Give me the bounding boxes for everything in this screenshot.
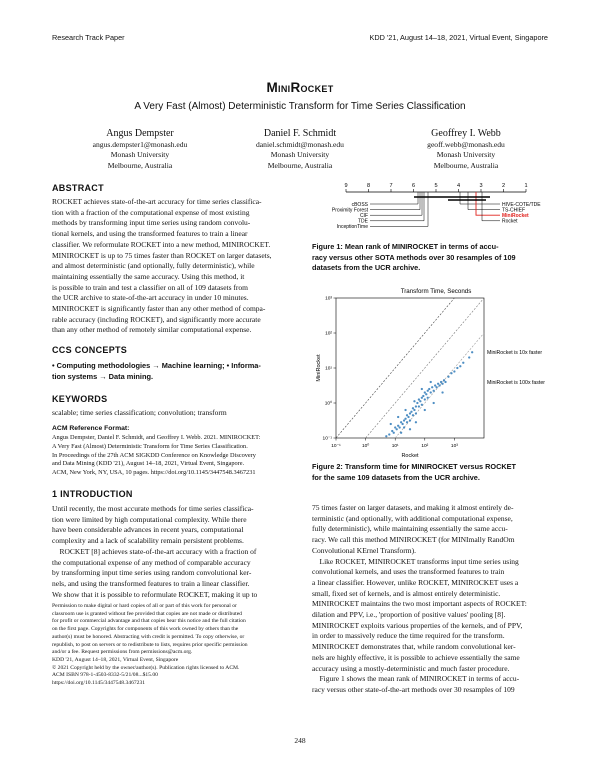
acm-ref-line: In Proceedings of the 27th ACM SIGKDD Conference on Knowledge Discovery: [52, 451, 256, 459]
cd-connector: [370, 192, 418, 204]
author-affiliation: Monash University: [110, 150, 170, 160]
data-point: [421, 404, 423, 406]
y-tick-label: 10³: [325, 296, 332, 302]
data-point: [444, 381, 446, 383]
cd-method-label: MiniRocket: [502, 213, 529, 219]
abstract-line: tion with a fraction of the computational expense of most existing: [52, 207, 250, 217]
reference-line: [366, 298, 484, 438]
cd-connector: [476, 192, 500, 215]
permission-line: and/or a fee. Request permissions from permissions@acm.org.: [52, 649, 193, 656]
x-tick-label: 10³: [450, 444, 458, 449]
data-point: [400, 432, 402, 434]
x-axis-label: Rocket: [401, 453, 419, 459]
data-point: [427, 397, 429, 399]
y-tick-label: 10¹: [325, 366, 332, 372]
data-point: [453, 370, 455, 372]
cd-method-label: HIVE-COTE/TDE: [502, 201, 541, 208]
cd-connector: [468, 192, 500, 210]
running-header-left: Research Track Paper: [52, 33, 125, 42]
data-point: [400, 421, 402, 423]
data-point: [437, 383, 439, 385]
data-point: [415, 405, 417, 407]
body-line: racy. We call this method MINIROCKET (for MINImally RandOm: [312, 535, 515, 545]
author-name: Geoffrey I. Webb: [431, 128, 501, 139]
cd-tick-label: 7: [389, 183, 393, 189]
ccs-line: tion systems → Data mining.: [52, 371, 154, 381]
figure-1-caption: [312, 242, 550, 274]
figure-1-cd-diagram: [310, 178, 550, 238]
data-point: [418, 405, 420, 407]
author-block: [220, 127, 380, 171]
cd-connector: [370, 192, 422, 215]
right-column-text: [312, 503, 550, 696]
abstract-line: rable accuracy (including ROCKET), and significantly more accurate: [52, 314, 261, 324]
permission-line: https://doi.org/10.1145/3447548.3467231: [52, 680, 146, 687]
data-point: [412, 407, 414, 409]
intro-line: nels, and using the transformed features to train a linear classifier.: [52, 578, 250, 588]
abstract-line: classifier. We reformulate ROCKET into a new method, MINIROCKET.: [52, 239, 271, 249]
data-point: [410, 411, 412, 413]
chart-title: Transform Time, Seconds: [400, 288, 472, 295]
keywords-text: scalable; time series classification; convolution; transform: [52, 408, 227, 417]
data-point: [443, 379, 445, 381]
data-point: [396, 428, 398, 430]
data-point: [404, 409, 406, 411]
x-tick-label: 10¹: [391, 444, 399, 449]
body-line: nels are highly effective, it is possible to achieve essentially the same: [312, 652, 520, 662]
x-tick-label: 10⁰: [361, 444, 370, 449]
caption-line: Figure 2: Transform time for MINIROCKET versus ROCKET: [312, 462, 516, 471]
abstract-line: maintaining essentially the same accuracy. Using this method, it: [52, 271, 245, 281]
body-line: racy versus other state-of-the-art methods over 30 resamples of 109: [312, 684, 515, 694]
cd-method-label: InceptionTime: [336, 224, 368, 231]
caption-line: for the same 109 datasets from the UCR archive.: [312, 472, 480, 482]
data-point: [424, 398, 426, 400]
body-line: Like ROCKET, MINIROCKET transforms input time series using: [312, 556, 519, 566]
cd-connector: [460, 192, 500, 204]
body-line: terministic (and optionally, with additional computational expense,: [312, 513, 513, 523]
body-line: 75 times faster on larger datasets, and making it almost entirely de-: [312, 503, 514, 512]
data-point: [468, 356, 470, 358]
x-tick-label: 10⁻¹: [331, 444, 341, 449]
body-line: MINIROCKET maintains the two most important aspects of ROCKET:: [312, 599, 527, 609]
intro-line: have been considerable advances in recent years, computational: [52, 525, 244, 535]
intro-line: We show that it is possible to reformulate ROCKET, making it up to: [52, 589, 258, 599]
intro-text: [52, 504, 288, 600]
author-email: geoff.webb@monash.edu: [427, 140, 505, 149]
data-point: [447, 376, 449, 378]
acm-ref-text: [52, 434, 288, 478]
author-location: Melbourne, Australia: [433, 160, 499, 170]
data-point: [433, 402, 435, 404]
acm-ref-line: ACM, New York, NY, USA, 10 pages. https://doi.org/10.1145/3447548.3467231: [52, 469, 256, 477]
abstract-heading: ABSTRACT: [52, 183, 104, 193]
data-point: [413, 400, 415, 402]
permission-line: Permission to make digital or hard copies of all or part of this work for personal or: [52, 603, 237, 609]
data-point: [406, 421, 408, 423]
data-point: [427, 390, 429, 392]
abstract-line: MINIROCKET is significantly faster than any other method of compa-: [52, 304, 266, 314]
data-point: [403, 426, 405, 428]
data-point: [441, 391, 443, 393]
data-point: [430, 381, 432, 383]
acm-ref-line: and Data Mining (KDD '21), August 14–18, 2021, Virtual Event, Singapore.: [52, 460, 245, 468]
cd-tick-label: 4: [456, 183, 461, 189]
data-point: [401, 423, 403, 425]
data-point: [404, 418, 406, 420]
paper-title: MiniRocket: [266, 80, 334, 95]
figure-2-scatter: [312, 284, 552, 460]
cd-method-label: TS-CHIEF: [502, 207, 526, 214]
author-name: Daniel F. Schmidt: [263, 128, 337, 139]
body-line: a linear classifier. However, unlike ROCKET, MINIROCKET uses a: [312, 577, 519, 587]
body-line: accuracy using a mostly-deterministic and much faster procedure.: [312, 663, 510, 673]
x-tick-label: 10²: [421, 444, 429, 449]
author-affiliation: Monash University: [270, 150, 330, 160]
body-line: Figure 1 shows the mean rank of MINIROCKET in terms of accu-: [312, 674, 520, 684]
data-point: [407, 416, 409, 418]
running-header-right: KDD '21, August 14–18, 2021, Virtual Event, Singapore: [369, 33, 548, 42]
author-affiliation: Monash University: [436, 150, 496, 160]
intro-line: the computational expense of any method of comparable accuracy: [52, 557, 251, 567]
data-point: [409, 412, 411, 414]
data-point: [397, 425, 399, 427]
abstract-line: the UCR archive to state-of-the-art accuracy in under 10 minutes.: [52, 293, 249, 303]
intro-line: by transforming input time series using random convolutional ker-: [52, 568, 252, 578]
cd-method-label: CIF: [359, 213, 368, 219]
data-point: [421, 397, 423, 399]
cd-tick-label: 5: [434, 183, 438, 189]
permission-line: © 2021 Copyright held by the owner/author(s). Publication rights licensed to ACM.: [52, 664, 240, 671]
data-point: [391, 430, 393, 432]
abstract-line: ROCKET achieves state-of-the-art accuracy for time series classifica-: [52, 197, 262, 206]
data-point: [406, 414, 408, 416]
cd-method-label: Rocket: [502, 218, 518, 225]
author-email: daniel.schmidt@monash.edu: [256, 140, 344, 149]
caption-line: Figure 1: Mean rank of MINIROCKET in terms of accu-: [312, 242, 499, 251]
data-point: [419, 400, 421, 402]
data-point: [430, 391, 432, 393]
data-point: [397, 416, 399, 418]
data-point: [415, 412, 417, 414]
cd-method-label: cBOSS: [351, 201, 368, 208]
page-number: 248: [294, 736, 306, 745]
permission-line: for profit or commercial advantage and that copies bear this notice and the full citation: [52, 618, 246, 625]
permission-line: author(s) must be honored. Abstracting with credit is permitted. To copy otherwise, or: [52, 633, 245, 640]
annotation-100x: MiniRocket is 100x faster: [487, 380, 545, 386]
figure-2-caption: [312, 462, 550, 483]
keywords-heading: KEYWORDS: [52, 394, 108, 404]
abstract-text: [52, 197, 288, 336]
body-line: in order to massively reduce the time required for the transform.: [312, 631, 505, 641]
data-point: [450, 372, 452, 374]
data-point: [385, 435, 387, 437]
abstract-line: and almost deterministic (and optionally, fully deterministic), while: [52, 261, 255, 271]
data-point: [403, 419, 405, 421]
data-point: [441, 383, 443, 385]
acm-ref-heading: ACM Reference Format:: [52, 425, 130, 432]
data-point: [471, 351, 473, 353]
author-block: [60, 127, 220, 171]
data-point: [398, 426, 400, 428]
author-name: Angus Dempster: [106, 128, 174, 139]
y-tick-label: 10²: [325, 331, 332, 337]
body-line: MINIROCKET exploits various properties of the kernels, and of PPV,: [312, 620, 523, 630]
data-point: [416, 402, 418, 404]
body-line: MINIROCKET demonstrates that, while random convolutional ker-: [312, 642, 516, 652]
data-point: [422, 395, 424, 397]
cd-tick-label: 1: [524, 183, 528, 189]
author-block: [386, 127, 546, 171]
data-point: [435, 386, 437, 388]
data-point: [409, 419, 411, 421]
permission-notice: [52, 603, 288, 688]
data-point: [459, 365, 461, 367]
data-point: [413, 409, 415, 411]
data-point: [415, 421, 417, 423]
data-point: [409, 428, 411, 430]
ccs-heading: CCS CONCEPTS: [52, 345, 128, 355]
y-axis-label: MiniRocket: [316, 354, 322, 382]
author-location: Melbourne, Australia: [107, 160, 173, 170]
caption-line: datasets from the UCR archive.: [312, 263, 421, 272]
permission-line: KDD '21, August 14–18, 2021, Virtual Event, Singapore: [52, 656, 179, 663]
ccs-line: • Computing methodologies → Machine learning; • Informa-: [52, 361, 261, 370]
data-point: [390, 423, 392, 425]
author-email: angus.dempster1@monash.edu: [92, 140, 188, 149]
body-line: Convolutional KErnel Transform).: [312, 545, 416, 555]
data-point: [462, 362, 464, 364]
cd-method-label: Proximity Forest: [331, 207, 368, 214]
abstract-line: methods by transforming input time series using random convolu-: [52, 218, 251, 228]
cd-tick-label: 9: [344, 183, 348, 189]
intro-line: Until recently, the most accurate methods for time series classifica-: [52, 504, 254, 513]
body-line: small, fixed set of kernels, and is almost entirely deterministic.: [312, 588, 501, 598]
permission-line: ACM ISBN 978-1-4503-8332-5/21/08...$15.00: [52, 672, 158, 679]
reference-line: [336, 298, 454, 438]
paper-subtitle: A Very Fast (Almost) Deterministic Transform for Time Series Classification: [134, 101, 466, 112]
data-point: [421, 388, 423, 390]
cd-tick-label: 6: [411, 183, 416, 189]
annotation-10x: MiniRocket is 10x faster: [487, 350, 543, 356]
data-point: [440, 381, 442, 383]
y-tick-label: 10⁻¹: [322, 436, 332, 442]
y-tick-label: 10⁰: [324, 401, 332, 407]
author-location: Melbourne, Australia: [267, 160, 333, 170]
data-point: [428, 388, 430, 390]
data-point: [433, 390, 435, 392]
data-point: [438, 384, 440, 386]
intro-line: complexity and a lack of scalability remain persistent problems.: [52, 536, 244, 546]
data-point: [394, 426, 396, 428]
data-point: [424, 409, 426, 411]
acm-ref-line: Angus Dempster, Daniel F. Schmidt, and Geoffrey I. Webb. 2021. MINIROCKET:: [52, 434, 261, 441]
permission-line: on the first page. Copyrights for components of this work owned by others than the: [52, 626, 239, 633]
body-line: dilation and PPV, i.e., 'proportion of positive values' pooling [8].: [312, 610, 506, 620]
ccs-text: [52, 361, 288, 382]
data-point: [418, 398, 420, 400]
data-point: [434, 384, 436, 386]
abstract-line: MINIROCKET is up to 75 times faster than ROCKET on larger datasets,: [52, 250, 272, 260]
intro-heading: 1 INTRODUCTION: [52, 489, 133, 499]
data-point: [456, 367, 458, 369]
permission-line: classroom use is granted without fee provided that copies are not made or distributed: [52, 610, 242, 617]
abstract-line: is possible to train and test a classifier on all of 109 datasets from: [52, 282, 248, 292]
data-point: [431, 386, 433, 388]
intro-line: tion were limited by high computational complexity. While there: [52, 514, 247, 524]
data-point: [393, 432, 395, 434]
body-line: convolutional kernels, and uses the transformed features to train: [312, 567, 505, 577]
cd-method-label: TDE: [358, 218, 368, 225]
data-point: [425, 393, 427, 395]
acm-ref-line: A Very Fast (Almost) Deterministic Transform for Time Series Classification.: [52, 442, 248, 450]
data-point: [412, 414, 414, 416]
body-line: fully deterministic), while maintaining essentially the same accu-: [312, 524, 508, 534]
data-point: [388, 433, 390, 435]
caption-line: racy versus other SOTA methods over 30 resamples of 109: [312, 252, 516, 262]
intro-line: ROCKET [8] achieves state-of-the-art accuracy with a fraction of: [52, 546, 257, 556]
cd-tick-label: 3: [479, 183, 483, 189]
cd-tick-label: 8: [366, 183, 371, 189]
abstract-line: tional kernels, and using the transformed features to train a linear: [52, 229, 248, 239]
permission-line: republish, to post on servers or to redistribute to lists, requires prior specific permission: [52, 641, 248, 648]
cd-connector: [370, 192, 420, 210]
cd-tick-label: 2: [501, 183, 506, 189]
abstract-line: than any other method of remotely similar computational expense.: [52, 325, 252, 335]
data-point: [424, 391, 426, 393]
plot-frame: [336, 298, 484, 438]
